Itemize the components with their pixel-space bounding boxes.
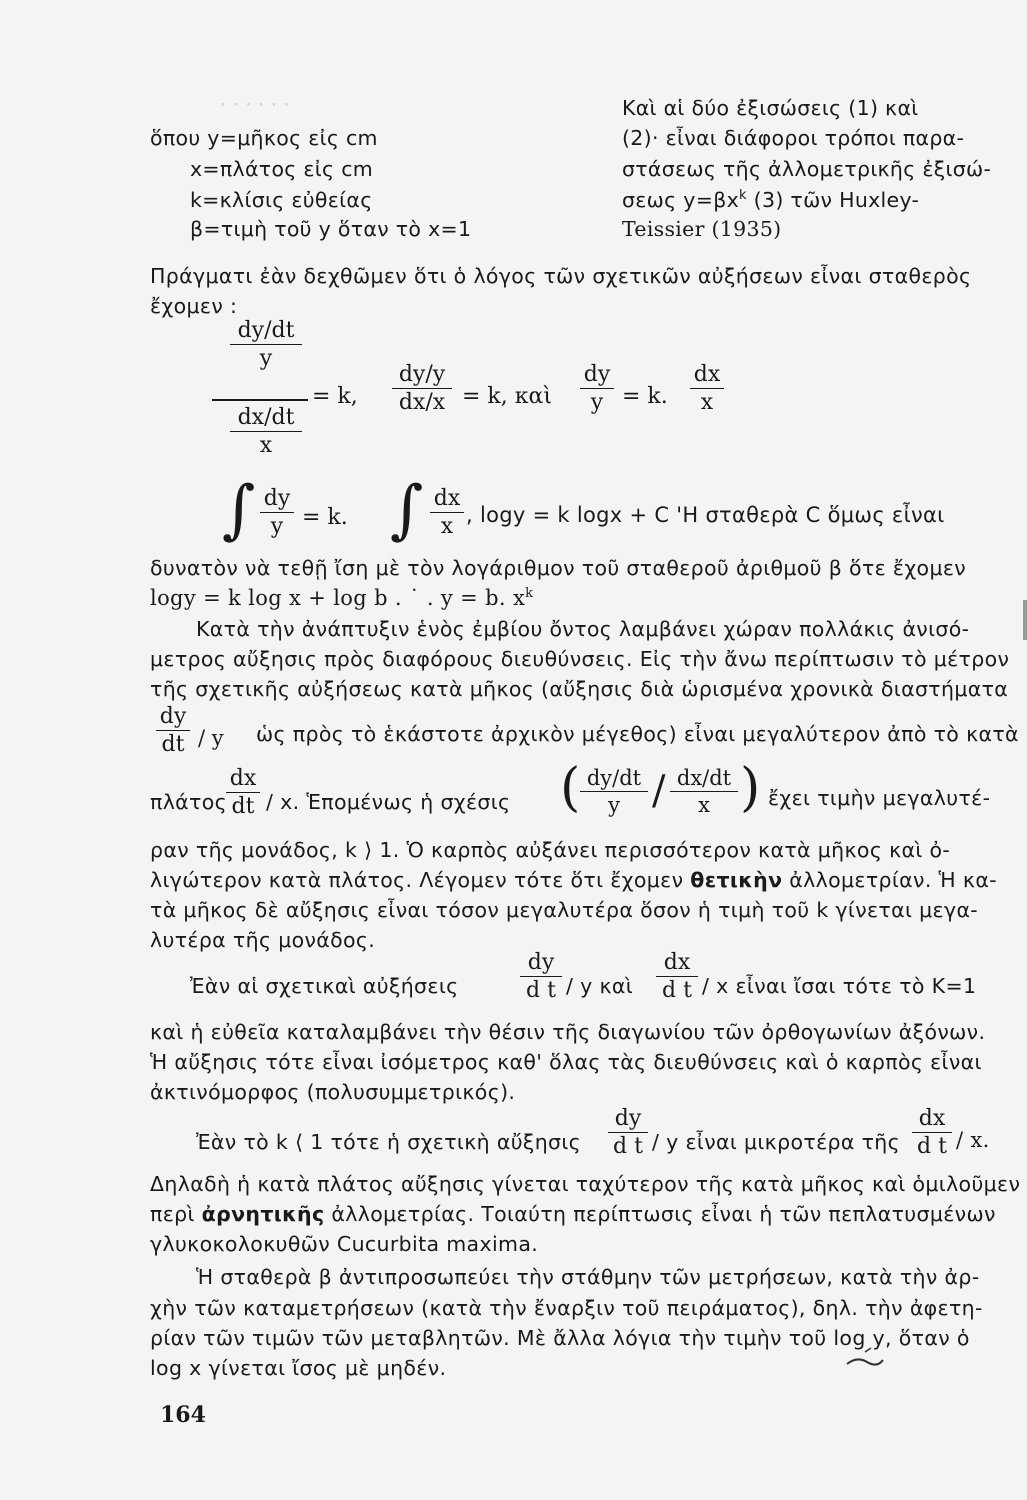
definition-x: x=πλάτος εἰς cm [190,157,374,181]
denominator: y [259,346,273,371]
fraction-bar [580,791,648,792]
lead-text: πλάτος [150,790,228,814]
book-page: · · · · · · Καὶ αἱ δύο ἐξισώσεις (1) καὶ (2)· εἶναι διάφοροι τρόποι παρα- στάσεως τῆς ἀλλομετρικῆς ἐξισώ- σεως $y=\beta x^k$ (3) τῶν Huxley- Teissier (1935) ὅπου y=μῆκος εἰς cm x=πλάτος εἰς cm k=κλίσις εὐθείας β=τιμὴ τοῦ y ὅταν τὸ x=1 Πράγματι ἐὰν δεχθῶμεν ὅτι ὁ λόγος τῶν σχετικῶν αὐξήσεων εἶναι σταθερὸς ἔχομεν : dy/dt y dx/dt x = k, dy/y dx/x = k, καὶ dy y = k. dx x ∫ dy y = k. ∫ dx x , logy = k logx + C 'Η σταθερὰ C ὅμως εἶναι δυνατὸν νὰ τεθῇ ἴση μὲ τὸν λογάριθμον τοῦ σταθεροῦ ἀριθμοῦ β ὅτε ἔχομεν logy = k log x + log b . ˙ . y = b. $x^k$ Κατὰ τὴν ἀνάπτυξιν ἑνὸς ἐμβίου ὄντος λαμβάνει χώραν πολλάκις ἀνισό- μετρος αὔξησις πρὸς διαφόρους διευθύνσεις. Εἰς τὴν ἄνω περίπτωσιν τὸ μέτρον τῆς σχετικῆς αὐξήσεως κατὰ μῆκος (αὔξησις διὰ ὡρισμένα χρονικὰ διαστήματα dy dt / y ὡς πρὸς τὸ ἑκάστοτε ἀρχικὸν μέγεθος) εἶναι μεγαλύτερον ἀπὸ τὸ κατὰ πλάτος dx dt / x. Ἑπομένως ἡ σχέσις ( dy/dt y / dx/dt x ) ἔχει τιμὴν μεγαλυτέ- ραν τῆς μονάδος, k ⟩ 1. Ὁ καρπὸς αὐξάνει περισσότερον κατὰ μῆκος καὶ ὀ- λιγώτερον κατὰ πλάτος. Λέγομεν τότε ὅτι ἔχομεν θετικὴν ἀλλομετρίαν. Ἡ κα- τὰ μῆκος δὲ αὔξησις εἶναι τόσον μεγαλυτέρα ὅσον ἡ τιμὴ τοῦ k γίνεται μεγα- λυτέρα τῆς μονάδος. Ἐὰν αἱ σχετικαὶ αὐξήσεις dy d t / y καὶ dx d t / x εἶναι ἴσαι τότε τὸ K=1 καὶ ἡ εὐθεῖα καταλαμβάνει τὴν θέσιν τῆς διαγωνίου τῶν ὀρθογωνίων ἀξόνων. Ἡ αὔξησις τότε εἶναι ἰσόμετρος καθ' ὅλας τὰς διευθύνσεις καὶ ὁ καρπὸς εἶναι ἀκτινόμορφος (πολυσυμμετρικός). Ἐὰν τὸ k ⟨ 1 τότε ἡ σχετικὴ αὔξησις dy d t / y εἶναι μικροτέρα τῆς dx d t / x. Δηλαδὴ ἡ κατὰ πλάτος αὔξησις γίνεται ταχύτερον τῆς κατὰ μῆκος καὶ ὁμιλοῦμεν περὶ ἀρνητικῆς ἀλλομετρίας. Τοιαύτη περίπτωσις εἶναι ἡ τῶν πεπλατυσμένων γλυκοκολοκυθῶν Cucurbita maxima. Ἡ σταθερὰ β ἀντιπροσωπεύει τὴν στάθμην τῶν μετρήσεων, κατὰ τὴν ἀρ- χὴν τῶν καταμετρήσεων (κατὰ τὴν ἔναρξιν τοῦ πειράματος), δηλ. τὴν ἀφετη- ρίαν τῶν τιμῶν τῶν μεταβλητῶν. Μὲ ἄλλα λόγια τὴν τιμὴν τοῦ log y, ὅταν ὁ log x γίνεται ἴσος μὲ μηδέν. 164 [0,0,1027,1500]
numerator: dy [583,362,611,387]
fraction-dx-dt [912,1106,952,1159]
fraction-bar [156,730,190,731]
text-run: ἀλλομετρίαν. Ἡ κα- [782,868,997,892]
denominator: dt [231,794,255,819]
right-col-line: στάσεως τῆς ἀλλομετρικῆς ἐξισώ- [622,157,992,181]
fraction-dy-y-dx-x [392,362,452,415]
denominator: y [270,514,284,539]
text-run: λιγώτερον κατὰ πλάτος. Λέγομεν τότε ὅτι ἔχομεν [150,868,691,892]
paragraph-line: χὴν τῶν καταμετρήσεων (κατὰ τὴν ἔναρξιν τοῦ πειράματος), δηλ. τὴν ἀφετη- [150,1296,983,1320]
numerator: dy [614,1106,642,1131]
fraction-bar [226,792,260,793]
paragraph-line: Κατὰ τὴν ἀνάπτυξιν ἑνὸς ἐμβίου ὄντος λαμβάνει χώραν πολλάκις ἀνισό- [196,617,970,641]
equation-text: logy = k log x + log b . ˙ . y = b. x [150,586,526,610]
exponent: k [525,586,534,601]
numerator: dy [263,486,291,511]
denominator: x [698,793,710,817]
fraction-dx-x [430,486,464,539]
text-run: ἀλλομετρίας. Τοιαύτη περίπτωσις εἶναι ἡ τῶν πεπλατυσμένων [324,1202,996,1226]
mid-text: / x. Ἑπομένως ἡ σχέσις [266,790,511,814]
right-col-line: Καὶ αἱ δύο ἐξισώσεις (1) καὶ [622,96,919,120]
fraction-dy-dt [608,1106,648,1159]
integral-sign: ∫ [390,473,424,547]
paragraph-line: ρίαν τῶν τιμῶν τῶν μεταβλητῶν. Μὲ ἄλλα λόγια τὴν τιμὴν τοῦ log y, ὅταν ὁ [150,1326,970,1350]
paragraph-line: ἔχομεν : [150,294,238,318]
right-col-line [622,188,919,212]
fraction-bar [392,388,452,389]
paragraph-line: log x γίνεται ἴσος μὲ μηδέν. [150,1356,447,1380]
denominator: x [700,390,714,415]
paragraph-line [150,1202,996,1226]
paragraph-line: Ἡ σταθερὰ β ἀντιπροσωπεύει τὴν στάθμην τῶν μετρήσεων, κατὰ τὴν ἀρ- [196,1265,980,1289]
paragraph-line: τῆς σχετικῆς αὐξήσεως κατὰ μῆκος (αὔξησις διὰ ὡρισμένα χρονικὰ διαστήματα [150,677,1009,701]
definition-y: ὅπου y=μῆκος εἰς cm [150,126,378,150]
tail-text: ἔχει τιμὴν μεγαλυτέ- [768,786,991,810]
numerator: dy/dt [586,766,642,790]
numerator: dx [693,362,721,387]
fraction-dx-x [690,362,724,415]
denominator: x [259,433,273,458]
numerator: dy/dt [237,318,295,343]
paragraph-line: ραν τῆς μονάδος, k ⟩ 1. Ὁ καρπὸς αὐξάνει περισσότερον κατὰ μῆκος καὶ ὀ- [150,838,951,862]
page-number: 164 [160,1402,206,1428]
denominator: dt [161,732,185,757]
fraction-dy-dt [156,704,190,757]
fraction-bar [230,344,302,345]
paragraph-line: καὶ ἡ εὐθεῖα καταλαμβάνει τὴν θέσιν τῆς διαγωνίου τῶν ὀρθογωνίων ἀξόνων. [150,1020,986,1044]
paragraph-line: ὡς πρὸς τὸ ἑκάστοτε ἀρχικὸν μέγεθος) εἶναι μεγαλύτερον ἀπὸ τὸ κατὰ [256,722,1019,746]
numerator: dx/dt [676,766,732,790]
numerator: dx [229,766,257,791]
fraction-dx-dt [226,766,260,819]
right-col-line: (2)· εἶναι διάφοροι τρόποι παρα- [622,126,965,150]
lead-text: Ἐὰν αἱ σχετικαὶ αὐξήσεις [190,974,459,998]
denominator: dx/x [398,390,446,415]
paragraph-line: δυνατὸν νὰ τεθῇ ἴση μὲ τὸν λογάριθμον τοῦ σταθεροῦ ἀριθμοῦ β ὅτε ἔχομεν [150,556,967,580]
over-y: / y [198,726,224,750]
emphasis: θετικὴν [690,868,783,892]
equals-k-dot: = k. [622,384,668,409]
paragraph-line: Δηλαδὴ ἡ κατὰ πλάτος αὔξησις γίνεται ταχύτερον τῆς κατὰ μῆκος καὶ ὁμιλοῦμεν [150,1172,1021,1196]
fraction-lower [230,405,302,458]
paragraph-line: Ἡ αὔξησις τότε εἶναι ἰσόμετρος καθ' ὅλας τὰς διευθύνσεις καὶ ὁ καρπὸς εἶναι [150,1050,982,1074]
fraction-bar [580,388,614,389]
paragraph-line: τὰ μῆκος δὲ αὔξησις εἶναι τόσον μεγαλυτέρα ὅσον ἡ τιμὴ τοῦ k γίνεται μεγα- [150,898,979,922]
equation-text: σεως y=βx [622,188,740,212]
emphasis: ἀρνητικῆς [201,1202,325,1226]
fraction-bar [230,431,302,432]
denominator: d t [613,1134,643,1159]
equation-line [150,586,533,610]
slash: / [652,768,666,814]
fraction-bar [608,1132,648,1133]
equals-k-dot: = k. [302,505,348,530]
denominator: y [590,390,604,415]
scan-edge-shadow [1023,600,1027,640]
definition-beta: β=τιμὴ τοῦ y ὅταν τὸ x=1 [190,217,472,241]
main-fraction-bar [212,399,308,401]
numerator: dx [663,950,691,975]
numerator: dx [433,486,461,511]
fraction-bar [690,388,724,389]
fraction-bar [430,512,464,513]
mid-text: / y καὶ [566,974,634,998]
paragraph-line: γλυκοκολοκυθῶν Cucurbita maxima. [150,1232,539,1256]
definition-k: k=κλίσις εὐθείας [190,188,373,212]
denominator: y [608,793,620,817]
integral-sign: ∫ [222,473,256,547]
numerator: dy/y [398,362,446,387]
fraction-bar [656,976,698,977]
denominator: d t [662,978,692,1003]
fraction-upper [230,318,302,371]
paragraph-line: ἀκτινόμορφος (πολυσυμμετρικός). [150,1080,516,1104]
lead-text: Ἐὰν τὸ k ⟨ 1 τότε ἡ σχετικὴ αὔξησις [196,1130,582,1154]
fraction-dx-dt [656,950,698,1003]
fraction-bar [670,791,738,792]
exponent: k [739,188,747,204]
equals-k: = k, [312,384,358,409]
pen-mark-icon [845,1346,885,1368]
paragraph-line [150,868,997,892]
fraction-dxdt-x [670,766,738,817]
tail-text: / x εἶναι ἴσαι τότε τὸ K=1 [702,974,977,998]
numerator: dx [918,1106,946,1131]
denominator: d t [526,978,556,1003]
left-paren: ( [560,758,581,818]
fraction-dydt-y [580,766,648,817]
paragraph-line: Πράγματι ἐὰν δεχθῶμεν ὅτι ὁ λόγος τῶν σχετικῶν αὐξήσεων εἶναι σταθερὸς [150,264,972,288]
right-col-line: Teissier (1935) [622,217,782,241]
fraction-dy-dt [520,950,562,1003]
fraction-dy-y [580,362,614,415]
fraction-bar [260,512,294,513]
paragraph-line: μετρος αὔξησις πρὸς διαφόρους διευθύνσεις. Εἰς τὴν ἄνω περίπτωσιν τὸ μέτρον [150,647,1010,671]
fraction-bar [520,976,562,977]
denominator: d t [917,1134,947,1159]
equals-k-and: = k, καὶ [462,384,552,409]
numerator: dy [159,704,187,729]
text-run: περὶ [150,1202,202,1226]
numerator: dy [527,950,555,975]
equation-tail: (3) τῶν Huxley- [746,188,920,212]
fraction-bar [912,1132,952,1133]
right-paren: ) [740,758,761,818]
mid-text: / y εἶναι μικροτέρα τῆς [652,1130,901,1154]
numerator: dx/dt [237,405,295,430]
fraction-dy-y [260,486,294,539]
denominator: x [440,514,454,539]
tail-text: / x. [956,1128,990,1152]
integral-tail: , logy = k logx + C 'Η σταθερὰ C ὅμως εἶναι [466,503,945,527]
paragraph-line: λυτέρα τῆς μονάδος. [150,928,376,952]
